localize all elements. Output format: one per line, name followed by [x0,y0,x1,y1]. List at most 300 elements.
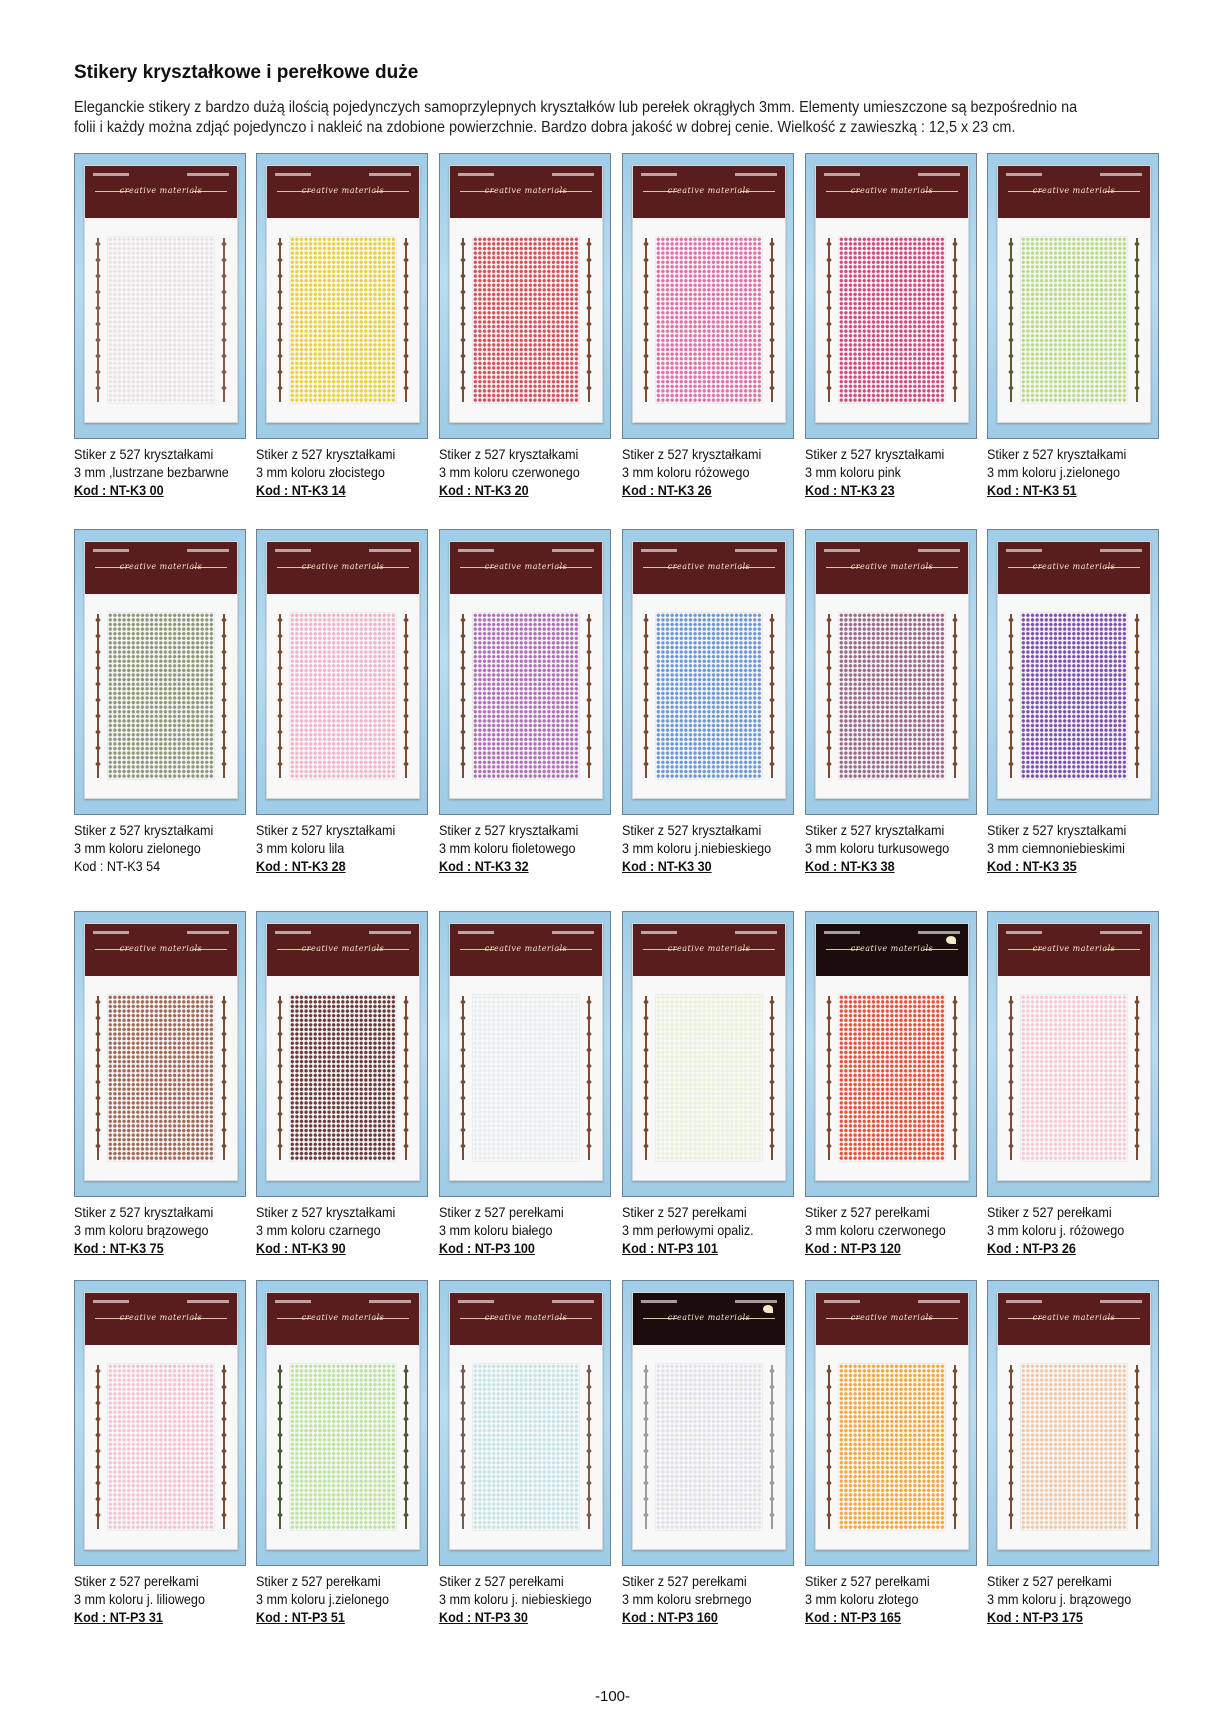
header-label-right [918,173,960,176]
product-name: Stiker z 527 perełkami [987,1204,1112,1220]
crystal-sheet [107,994,215,1162]
crystal-dots [656,237,762,403]
crystal-dots [108,1364,214,1530]
header-label-right [552,549,594,552]
product-package [449,165,603,423]
product-image [622,1280,794,1566]
brand-logo: creative materials [484,562,568,571]
vine-ornament-icon [640,238,652,402]
header-label-right [187,549,229,552]
butterfly-icon [763,1305,773,1313]
product-name: Stiker z 527 perełkami [805,1573,930,1589]
crystal-dots [656,1364,762,1530]
product-code: Kod : NT-K3 75 [74,1240,164,1256]
crystal-sheet [289,994,397,1162]
product-name: Stiker z 527 perełkami [622,1204,747,1220]
vine-ornament-icon [274,1365,286,1529]
product-caption [622,821,784,875]
package-header [450,542,602,594]
brand-logo: creative materials [1032,186,1116,195]
product-spec: 3 mm koloru fioletowego [439,840,576,856]
header-label-right [1100,549,1142,552]
product-image [439,1280,611,1566]
vine-ornament-icon [1005,238,1017,402]
product-spec: 3 mm koloru białego [439,1222,553,1238]
product-caption [439,445,601,499]
product-name: Stiker z 527 kryształkami [74,822,214,838]
crystal-sheet [838,612,946,780]
header-label-right [918,931,960,934]
crystal-sheet [1020,236,1128,404]
brand-logo: creative materials [850,1313,934,1322]
product-code: Kod : NT-P3 165 [805,1609,901,1625]
vine-ornament-icon [823,1365,835,1529]
product-image [439,153,611,439]
vine-ornament-icon [457,614,469,778]
vine-ornament-icon [457,238,469,402]
header-label-right [369,549,411,552]
crystal-dots [108,995,214,1161]
crystal-dots [108,613,214,779]
package-header [85,166,237,218]
crystal-sheet [838,1363,946,1531]
product-image [987,153,1159,439]
vine-ornament-icon [1131,614,1143,778]
product-spec: 3 mm ,lustrzane bezbarwne [74,464,229,480]
product-name: Stiker z 527 kryształkami [439,446,579,462]
vine-ornament-icon [1131,1365,1143,1529]
vine-ornament-icon [823,614,835,778]
vine-ornament-icon [218,614,230,778]
product-spec: 3 mm koloru czerwonego [805,1222,946,1238]
product-code: Kod : NT-K3 32 [439,858,529,874]
crystal-dots [839,237,945,403]
butterfly-icon [946,936,956,944]
vine-ornament-icon [274,614,286,778]
product-code: Kod : NT-P3 175 [987,1609,1083,1625]
brand-logo: creative materials [301,944,385,953]
header-label-left [824,173,860,176]
header-label-left [458,931,494,934]
header-label-right [918,1300,960,1303]
vine-ornament-icon [92,614,104,778]
crystal-dots [473,237,579,403]
product-image [256,1280,428,1566]
product-spec: 3 mm koloru j.zielonego [256,1591,390,1607]
header-label-right [187,173,229,176]
product-image [74,153,246,439]
brand-logo: creative materials [484,186,568,195]
vine-ornament-icon [823,238,835,402]
header-label-left [458,173,494,176]
product-code: Kod : NT-P3 100 [439,1240,535,1256]
product-package [84,541,238,799]
product-spec: 3 mm koloru j. liliowego [74,1591,205,1607]
product-grid [74,153,1162,1683]
product-spec: 3 mm koloru lila [256,840,345,856]
product-package [997,165,1151,423]
crystal-dots [290,1364,396,1530]
product-name: Stiker z 527 perełkami [805,1204,930,1220]
product-caption [622,1572,784,1626]
product-image [987,911,1159,1197]
product-image [622,529,794,815]
product-image [987,529,1159,815]
brand-logo: creative materials [1032,944,1116,953]
vine-ornament-icon [1005,996,1017,1160]
product-spec: 3 mm ciemnoniebieskimi [987,840,1125,856]
product-name: Stiker z 527 kryształkami [74,1204,214,1220]
product-package [84,165,238,423]
product-spec: 3 mm koloru czerwonego [439,464,580,480]
crystal-sheet [838,994,946,1162]
vine-ornament-icon [640,996,652,1160]
vine-ornament-icon [766,1365,778,1529]
product-package [815,165,969,423]
product-caption [439,1572,601,1626]
product-name: Stiker z 527 perełkami [622,1573,747,1589]
product-spec: 3 mm koloru srebrnego [622,1591,752,1607]
crystal-dots [656,995,762,1161]
crystal-dots [1021,995,1127,1161]
product-name: Stiker z 527 perełkami [439,1573,564,1589]
product-caption [256,1572,418,1626]
product-image [805,911,977,1197]
crystal-sheet [289,236,397,404]
product-code: Kod : NT-P3 120 [805,1240,901,1256]
crystal-sheet [1020,1363,1128,1531]
vine-ornament-icon [766,614,778,778]
product-package [449,923,603,1181]
product-package [632,1292,786,1550]
crystal-dots [656,613,762,779]
product-package [266,541,420,799]
brand-logo: creative materials [119,944,203,953]
package-header [998,1293,1150,1345]
vine-ornament-icon [640,1365,652,1529]
vine-ornament-icon [1005,1365,1017,1529]
product-code: Kod : NT-P3 26 [987,1240,1076,1256]
crystal-dots [290,613,396,779]
crystal-sheet [655,236,763,404]
product-image [622,153,794,439]
package-header [633,1293,785,1345]
crystal-sheet [472,994,580,1162]
product-caption [74,1572,236,1626]
crystal-sheet [838,236,946,404]
product-name: Stiker z 527 kryształkami [805,822,945,838]
crystal-sheet [289,1363,397,1531]
package-header [85,542,237,594]
product-spec: 3 mm koloru złocistego [256,464,385,480]
product-name: Stiker z 527 kryształkami [805,446,945,462]
header-label-left [275,549,311,552]
product-code: Kod : NT-K3 14 [256,482,346,498]
brand-logo: creative materials [850,944,934,953]
brand-logo: creative materials [667,562,751,571]
header-label-right [369,931,411,934]
page-title: Stikery kryształkowe i perełkowe duże [74,62,419,83]
package-header [816,1293,968,1345]
product-spec: 3 mm koloru złotego [805,1591,919,1607]
product-image [74,1280,246,1566]
package-header [816,166,968,218]
crystal-dots [473,995,579,1161]
header-label-left [1006,931,1042,934]
vine-ornament-icon [92,996,104,1160]
product-caption [622,445,784,499]
product-caption [74,821,236,875]
product-name: Stiker z 527 kryształkami [74,446,214,462]
crystal-sheet [107,1363,215,1531]
product-name: Stiker z 527 kryształkami [622,446,762,462]
header-label-right [918,549,960,552]
product-package [266,1292,420,1550]
header-label-left [93,549,129,552]
product-spec: 3 mm koloru j. brązowego [987,1591,1132,1607]
product-code: Kod : NT-K3 20 [439,482,529,498]
product-caption [74,1203,236,1257]
header-label-left [93,1300,129,1303]
product-caption [805,1572,967,1626]
product-package [449,541,603,799]
product-spec: 3 mm koloru j.zielonego [987,464,1121,480]
vine-ornament-icon [400,996,412,1160]
crystal-sheet [1020,612,1128,780]
header-label-right [552,1300,594,1303]
crystal-sheet [472,1363,580,1531]
vine-ornament-icon [92,1365,104,1529]
product-package [266,165,420,423]
header-label-right [187,1300,229,1303]
header-label-right [735,549,777,552]
brand-logo: creative materials [667,1313,751,1322]
product-package [815,1292,969,1550]
brand-logo: creative materials [484,944,568,953]
product-caption [805,445,967,499]
crystal-dots [839,1364,945,1530]
header-label-right [187,931,229,934]
product-name: Stiker z 527 kryształkami [256,822,396,838]
product-spec: 3 mm koloru turkusowego [805,840,950,856]
product-image [256,911,428,1197]
product-code: Kod : NT-P3 31 [74,1609,163,1625]
product-caption [74,445,236,499]
product-package [997,923,1151,1181]
product-package [997,1292,1151,1550]
product-caption [439,1203,601,1257]
product-image [987,1280,1159,1566]
product-spec: 3 mm koloru czarnego [256,1222,381,1238]
crystal-sheet [107,236,215,404]
package-header [633,166,785,218]
header-label-left [1006,173,1042,176]
crystal-sheet [655,1363,763,1531]
product-package [632,923,786,1181]
header-label-right [735,1300,777,1303]
product-image [439,529,611,815]
header-label-right [552,931,594,934]
package-header [816,924,968,976]
vine-ornament-icon [400,1365,412,1529]
product-code: Kod : NT-P3 30 [439,1609,528,1625]
vine-ornament-icon [274,996,286,1160]
product-spec: 3 mm koloru pink [805,464,901,480]
crystal-dots [839,995,945,1161]
product-code: Kod : NT-P3 101 [622,1240,718,1256]
product-spec: 3 mm koloru brązowego [74,1222,209,1238]
product-name: Stiker z 527 perełkami [74,1573,199,1589]
header-label-right [1100,173,1142,176]
header-label-left [93,173,129,176]
vine-ornament-icon [1131,996,1143,1160]
crystal-dots [473,1364,579,1530]
brand-logo: creative materials [667,944,751,953]
vine-ornament-icon [583,1365,595,1529]
package-header [267,924,419,976]
package-header [816,542,968,594]
vine-ornament-icon [1131,238,1143,402]
vine-ornament-icon [583,996,595,1160]
product-image [439,911,611,1197]
product-package [266,923,420,1181]
vine-ornament-icon [949,996,961,1160]
product-code: Kod : NT-K3 23 [805,482,895,498]
product-name: Stiker z 527 kryształkami [622,822,762,838]
product-caption [987,821,1149,875]
package-header [998,542,1150,594]
page-number: -100- [594,1688,631,1705]
vine-ornament-icon [949,1365,961,1529]
brand-logo: creative materials [850,186,934,195]
package-header [85,924,237,976]
header-label-left [641,931,677,934]
brand-logo: creative materials [1032,1313,1116,1322]
package-header [267,542,419,594]
product-package [815,541,969,799]
package-header [85,1293,237,1345]
header-label-right [735,931,777,934]
header-label-right [552,173,594,176]
header-label-left [1006,549,1042,552]
vine-ornament-icon [400,614,412,778]
product-code: Kod : NT-K3 30 [622,858,712,874]
crystal-dots [1021,1364,1127,1530]
product-image [256,529,428,815]
header-label-right [1100,931,1142,934]
product-spec: 3 mm koloru j. niebieskiego [439,1591,592,1607]
product-code: Kod : NT-P3 160 [622,1609,718,1625]
crystal-sheet [655,994,763,1162]
product-caption [622,1203,784,1257]
product-package [84,923,238,1181]
vine-ornament-icon [1005,614,1017,778]
brand-logo: creative materials [484,1313,568,1322]
crystal-dots [1021,613,1127,779]
package-header [450,1293,602,1345]
crystal-dots [290,995,396,1161]
header-label-left [824,549,860,552]
vine-ornament-icon [274,238,286,402]
crystal-dots [473,613,579,779]
vine-ornament-icon [583,238,595,402]
header-label-left [1006,1300,1042,1303]
product-name: Stiker z 527 perełkami [439,1204,564,1220]
crystal-dots [1021,237,1127,403]
product-name: Stiker z 527 perełkami [987,1573,1112,1589]
header-label-left [824,931,860,934]
crystal-sheet [1020,994,1128,1162]
product-image [74,529,246,815]
crystal-sheet [472,612,580,780]
vine-ornament-icon [640,614,652,778]
product-spec: 3 mm koloru różowego [622,464,750,480]
product-code: Kod : NT-K3 35 [987,858,1077,874]
product-image [805,1280,977,1566]
vine-ornament-icon [766,996,778,1160]
product-package [632,541,786,799]
header-label-left [641,173,677,176]
product-package [632,165,786,423]
header-label-left [458,549,494,552]
crystal-dots [839,613,945,779]
product-name: Stiker z 527 kryształkami [256,446,396,462]
product-code: Kod : NT-K3 54 [74,858,161,874]
header-label-left [824,1300,860,1303]
product-code: Kod : NT-K3 00 [74,482,164,498]
product-code: Kod : NT-K3 90 [256,1240,346,1256]
brand-logo: creative materials [301,1313,385,1322]
header-label-left [458,1300,494,1303]
product-spec: 3 mm perłowymi opaliz. [622,1222,754,1238]
product-code: Kod : NT-K3 51 [987,482,1077,498]
header-label-left [275,931,311,934]
crystal-sheet [655,612,763,780]
brand-logo: creative materials [119,562,203,571]
product-code: Kod : NT-K3 26 [622,482,712,498]
product-caption [439,821,601,875]
header-label-right [735,173,777,176]
vine-ornament-icon [823,996,835,1160]
header-label-left [641,549,677,552]
header-label-right [369,1300,411,1303]
product-image [805,529,977,815]
intro-text: Eleganckie stikery z bardzo dużą ilością pojedynczych samoprzylepnych kryształków lub perełek okrągłych 3mm. Elementy umieszczone są bezpośrednio na folii i każdy można zdjąć pojedynczo i nakleić na zdobione powierzchnie. Bardzo dobra jakość w dobrej cenie. Wielkość z zawieszką : 12,5 x 23 cm. [74,99,1078,136]
vine-ornament-icon [218,1365,230,1529]
product-name: Stiker z 527 perełkami [256,1573,381,1589]
product-caption [987,1203,1149,1257]
product-package [997,541,1151,799]
product-spec: 3 mm koloru j.niebieskiego [622,840,772,856]
crystal-sheet [107,612,215,780]
vine-ornament-icon [218,238,230,402]
header-label-left [641,1300,677,1303]
brand-logo: creative materials [301,186,385,195]
product-code: Kod : NT-K3 38 [805,858,895,874]
brand-logo: creative materials [119,186,203,195]
vine-ornament-icon [766,238,778,402]
vine-ornament-icon [400,238,412,402]
package-header [633,542,785,594]
brand-logo: creative materials [1032,562,1116,571]
product-caption [805,1203,967,1257]
crystal-sheet [472,236,580,404]
package-header [998,924,1150,976]
product-package [815,923,969,1181]
brand-logo: creative materials [850,562,934,571]
product-package [449,1292,603,1550]
vine-ornament-icon [583,614,595,778]
